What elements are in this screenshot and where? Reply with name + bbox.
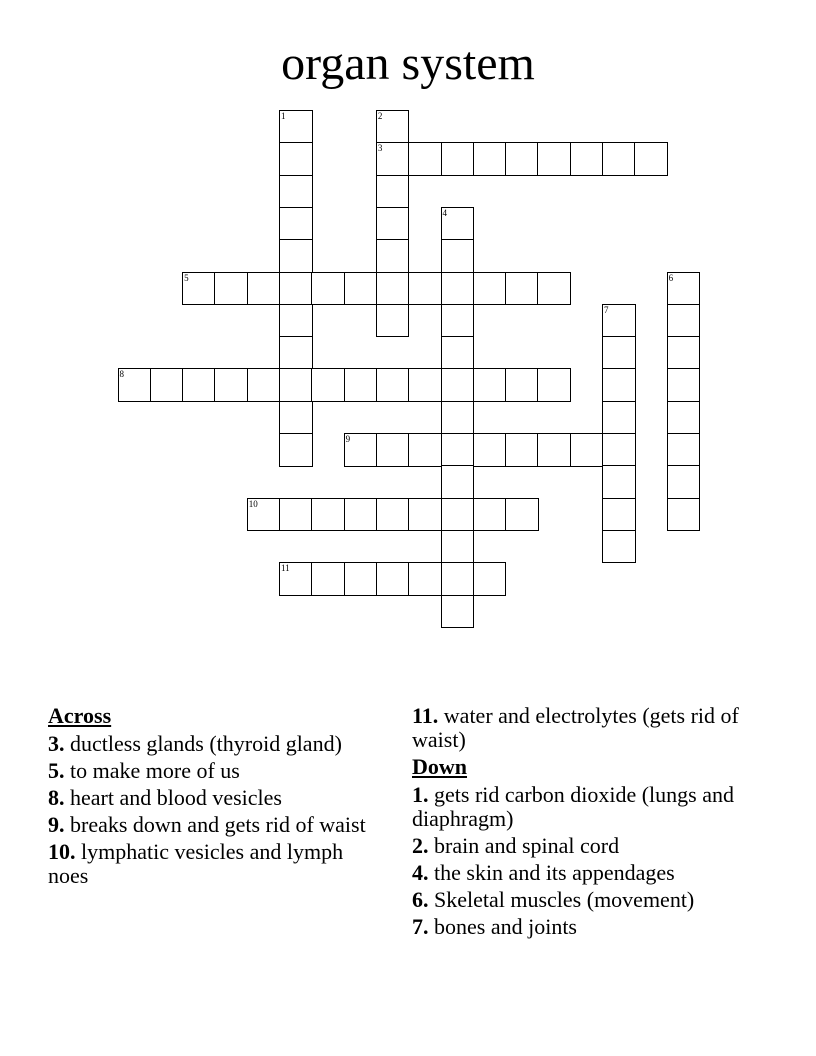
cell-number: 1 — [281, 111, 286, 121]
crossword-cell[interactable] — [667, 401, 701, 435]
crossword-cell[interactable] — [537, 368, 571, 402]
crossword-cell[interactable] — [537, 142, 571, 176]
crossword-cell[interactable] — [602, 433, 636, 467]
crossword-cell[interactable] — [279, 110, 313, 144]
crossword-cell[interactable] — [408, 562, 442, 596]
crossword-cell[interactable] — [214, 368, 248, 402]
crossword-cell[interactable] — [376, 562, 410, 596]
crossword-cell[interactable] — [441, 368, 475, 402]
crossword-cell[interactable] — [537, 433, 571, 467]
clue-across-8: 8. heart and blood vesicles — [48, 785, 282, 810]
crossword-cell[interactable] — [408, 272, 442, 306]
crossword-cell[interactable] — [247, 368, 281, 402]
crossword-cell[interactable] — [441, 239, 475, 273]
crossword-cell[interactable] — [473, 498, 507, 532]
crossword-cell[interactable] — [667, 272, 701, 306]
crossword-cell[interactable] — [118, 368, 152, 402]
clue-across-10: 10. lymphatic vesicles and lymph noes — [48, 839, 344, 888]
page-title: organ system — [281, 37, 535, 90]
clue-across-11: 11. water and electrolytes (gets rid of waist) — [412, 703, 739, 752]
crossword-cell[interactable] — [214, 272, 248, 306]
crossword-cell[interactable] — [602, 465, 636, 499]
clue-down-6: 6. Skeletal muscles (movement) — [412, 887, 695, 912]
cell-number: 6 — [668, 272, 674, 283]
crossword-cell[interactable] — [441, 562, 475, 596]
crossword-cell[interactable] — [441, 498, 475, 532]
clue-down-1: 1. gets rid carbon dioxide (lungs and diaphragm) — [412, 782, 734, 831]
crossword-cell[interactable] — [279, 272, 313, 306]
crossword-cell[interactable] — [408, 142, 442, 176]
crossword-cell[interactable] — [667, 465, 701, 499]
crossword-cell[interactable] — [376, 304, 410, 338]
crossword-cell[interactable] — [441, 530, 475, 564]
crossword-cell[interactable] — [376, 498, 410, 532]
crossword-cell[interactable] — [247, 498, 281, 532]
crossword-cell[interactable] — [505, 368, 539, 402]
cell-number: 7 — [604, 304, 609, 315]
crossword-cell[interactable] — [344, 368, 378, 402]
crossword-cell[interactable] — [376, 175, 410, 209]
crossword-cell[interactable] — [473, 368, 507, 402]
crossword-cell[interactable] — [473, 562, 507, 596]
crossword-cell[interactable] — [376, 110, 410, 144]
crossword-cell[interactable] — [667, 336, 701, 370]
across-heading: Across — [48, 703, 112, 728]
clue-down-4: 4. the skin and its appendages — [412, 860, 675, 885]
crossword-cell[interactable] — [441, 401, 475, 435]
clues-column-left — [48, 704, 388, 891]
crossword-cell[interactable] — [182, 272, 216, 306]
crossword-cell[interactable] — [279, 562, 313, 596]
cell-number: 11 — [281, 563, 290, 574]
crossword-cell[interactable] — [602, 368, 636, 402]
cell-number: 5 — [184, 272, 189, 283]
crossword-cell[interactable] — [473, 272, 507, 306]
crossword-cell[interactable] — [441, 433, 475, 467]
crossword-cell[interactable] — [537, 272, 571, 306]
crossword-cell[interactable] — [311, 498, 345, 532]
cell-number: 9 — [345, 434, 351, 444]
clue-across-3: 3. ductless glands (thyroid gland) — [48, 731, 342, 756]
clues-column-right — [412, 704, 752, 942]
crossword-cell[interactable] — [408, 498, 442, 532]
cell-number: 3 — [377, 143, 383, 154]
crossword-cell[interactable] — [311, 562, 345, 596]
crossword-cell[interactable] — [505, 498, 539, 532]
crossword-cell[interactable] — [441, 142, 475, 176]
crossword-cell[interactable] — [279, 433, 313, 467]
crossword-cell[interactable] — [602, 401, 636, 435]
clue-across-5: 5. to make more of us — [48, 758, 240, 783]
crossword-cell[interactable] — [279, 498, 313, 532]
crossword-cell[interactable] — [344, 498, 378, 532]
clue-down-2: 2. brain and spinal cord — [412, 833, 620, 858]
crossword-cell[interactable] — [311, 368, 345, 402]
crossword-cell[interactable] — [279, 142, 313, 176]
crossword-cell[interactable] — [279, 336, 313, 370]
crossword-cell[interactable] — [279, 401, 313, 435]
crossword-cell[interactable] — [441, 207, 475, 241]
cell-number: 10 — [248, 498, 258, 509]
crossword-cell[interactable] — [247, 272, 281, 306]
crossword-cell[interactable] — [376, 239, 410, 273]
clue-down-7: 7. bones and joints — [412, 914, 577, 939]
crossword-cell[interactable] — [279, 175, 313, 209]
crossword-cell[interactable] — [602, 304, 636, 338]
clue-across-9: 9. breaks down and gets rid of waist — [48, 812, 366, 837]
crossword-cell[interactable] — [279, 207, 313, 241]
crossword-cell[interactable] — [473, 433, 507, 467]
crossword-cell[interactable] — [344, 562, 378, 596]
cell-number: 2 — [377, 111, 383, 121]
crossword-cell[interactable] — [667, 304, 701, 338]
crossword-cell[interactable] — [279, 368, 313, 402]
cell-number: 8 — [119, 369, 124, 380]
crossword-cell[interactable] — [505, 272, 539, 306]
crossword-cell[interactable] — [667, 433, 701, 467]
crossword-cell[interactable] — [602, 142, 636, 176]
crossword-cell[interactable] — [441, 304, 475, 338]
crossword-cell[interactable] — [634, 142, 668, 176]
crossword-cell[interactable] — [602, 498, 636, 532]
crossword-cell[interactable] — [505, 142, 539, 176]
crossword-cell[interactable] — [570, 433, 604, 467]
crossword-cell[interactable] — [344, 272, 378, 306]
crossword-cell[interactable] — [441, 272, 475, 306]
crossword-cell[interactable] — [602, 530, 636, 564]
crossword-cell[interactable] — [473, 142, 507, 176]
crossword-cell[interactable] — [182, 368, 216, 402]
crossword-cell[interactable] — [441, 465, 475, 499]
crossword-cell[interactable] — [408, 433, 442, 467]
crossword-cell[interactable] — [667, 368, 701, 402]
crossword-cell[interactable] — [376, 272, 410, 306]
crossword-cell[interactable] — [376, 368, 410, 402]
down-heading: Down — [412, 754, 468, 779]
crossword-cell[interactable] — [344, 433, 378, 467]
crossword-cell[interactable] — [279, 304, 313, 338]
crossword-cell[interactable] — [376, 433, 410, 467]
crossword-cell[interactable] — [505, 433, 539, 467]
crossword-cell[interactable] — [570, 142, 604, 176]
crossword-cell[interactable] — [441, 336, 475, 370]
crossword-cell[interactable] — [441, 595, 475, 629]
crossword-cell[interactable] — [376, 142, 410, 176]
crossword-cell[interactable] — [602, 336, 636, 370]
crossword-cell[interactable] — [311, 272, 345, 306]
crossword-cell[interactable] — [279, 239, 313, 273]
crossword-cell[interactable] — [376, 207, 410, 241]
crossword-cell[interactable] — [150, 368, 184, 402]
cell-number: 4 — [442, 207, 447, 218]
crossword-cell[interactable] — [667, 498, 701, 532]
crossword-cell[interactable] — [408, 368, 442, 402]
